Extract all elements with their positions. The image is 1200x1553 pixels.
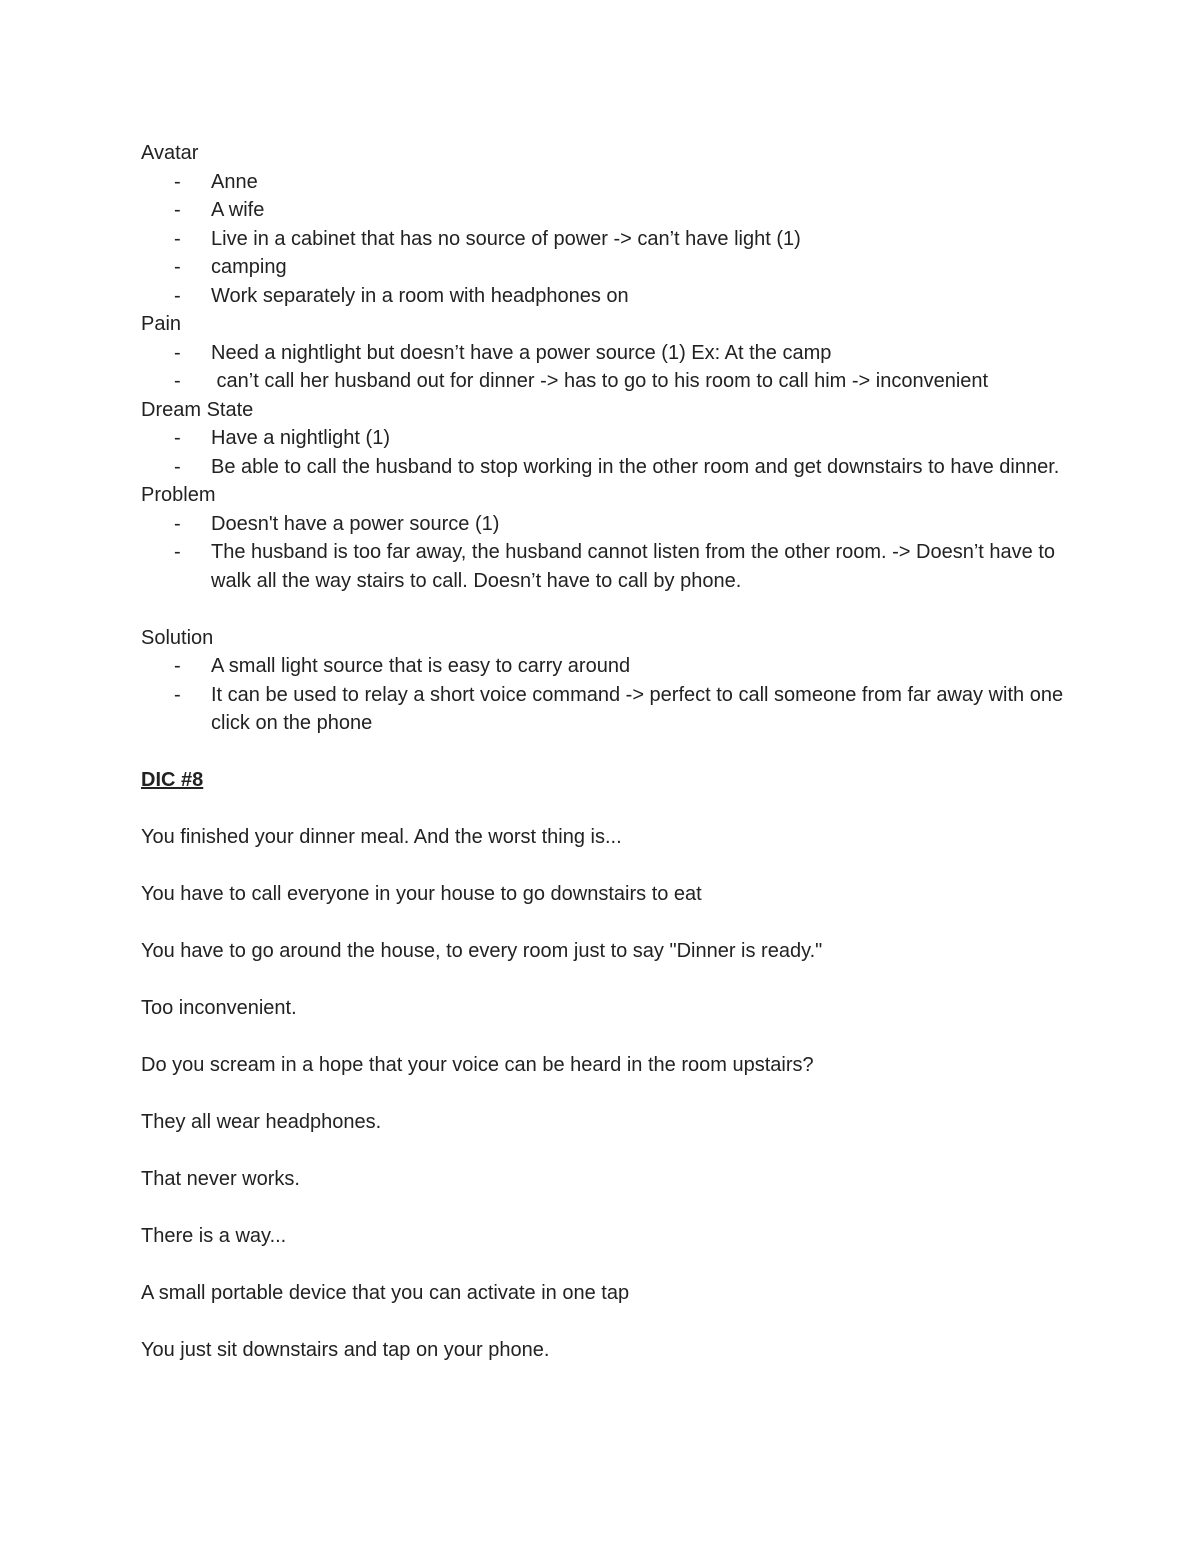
dream-state-list — [141, 424, 1071, 481]
list-item: - can’t call her husband out for dinner -> has to go to his room to call him -> inconvenient — [141, 367, 1071, 396]
list-item: - A wife — [141, 196, 1071, 225]
list-item: - Need a nightlight but doesn’t have a power source (1) Ex: At the camp — [141, 339, 1071, 368]
dic-paragraph: They all wear headphones. — [141, 1111, 382, 1133]
dic-paragraph: A small portable device that you can activate in one tap — [141, 1282, 630, 1304]
section-heading-solution: Solution — [141, 626, 214, 649]
section-heading-avatar: Avatar — [141, 142, 199, 164]
list-item: - The husband is too far away, the husband cannot listen from the other room. -> Doesn’t have to walk all the way stairs to call. Doesn’t have to call by phone. — [141, 538, 1071, 595]
list-item: - Doesn't have a power source (1) — [141, 510, 1071, 539]
dic-title: DIC #8 — [141, 769, 204, 791]
dic-paragraph: You just sit downstairs and tap on your phone. — [141, 1339, 550, 1361]
list-item: - Be able to call the husband to stop working in the other room and get downstairs to have dinner. — [141, 453, 1071, 482]
dic-paragraph: There is a way... — [141, 1225, 287, 1247]
spacer — [141, 595, 1071, 624]
list-item: - Work separately in a room with headphones on — [141, 282, 1071, 311]
section-heading-pain: Pain — [141, 313, 182, 335]
document-body — [141, 139, 1071, 1393]
dic-paragraph: Too inconvenient. — [141, 997, 297, 1019]
list-item: - Anne — [141, 168, 1071, 197]
section-heading-dream-state: Dream State — [141, 398, 254, 421]
dic-paragraph: That never works. — [141, 1168, 300, 1190]
spacer — [141, 795, 1071, 824]
pain-list — [141, 339, 1071, 396]
solution-list — [141, 652, 1071, 738]
section-heading-problem: Problem — [141, 484, 216, 506]
problem-list — [141, 510, 1071, 596]
list-item: - It can be used to relay a short voice command -> perfect to call someone from far away with one click on the phone — [141, 681, 1071, 738]
list-item: - Live in a cabinet that has no source of power -> can’t have light (1) — [141, 225, 1071, 254]
dic-paragraph: Do you scream in a hope that your voice can be heard in the room upstairs? — [141, 1054, 814, 1076]
dic-paragraph: You have to call everyone in your house to go downstairs to eat — [141, 883, 702, 905]
spacer — [141, 738, 1071, 767]
list-item: - Have a nightlight (1) — [141, 424, 1071, 453]
list-item: - camping — [141, 253, 1071, 282]
avatar-list — [141, 168, 1071, 311]
dic-paragraph: You have to go around the house, to every room just to say "Dinner is ready." — [141, 940, 823, 962]
dic-paragraph: You finished your dinner meal. And the worst thing is... — [141, 826, 622, 848]
list-item: - A small light source that is easy to carry around — [141, 652, 1071, 681]
